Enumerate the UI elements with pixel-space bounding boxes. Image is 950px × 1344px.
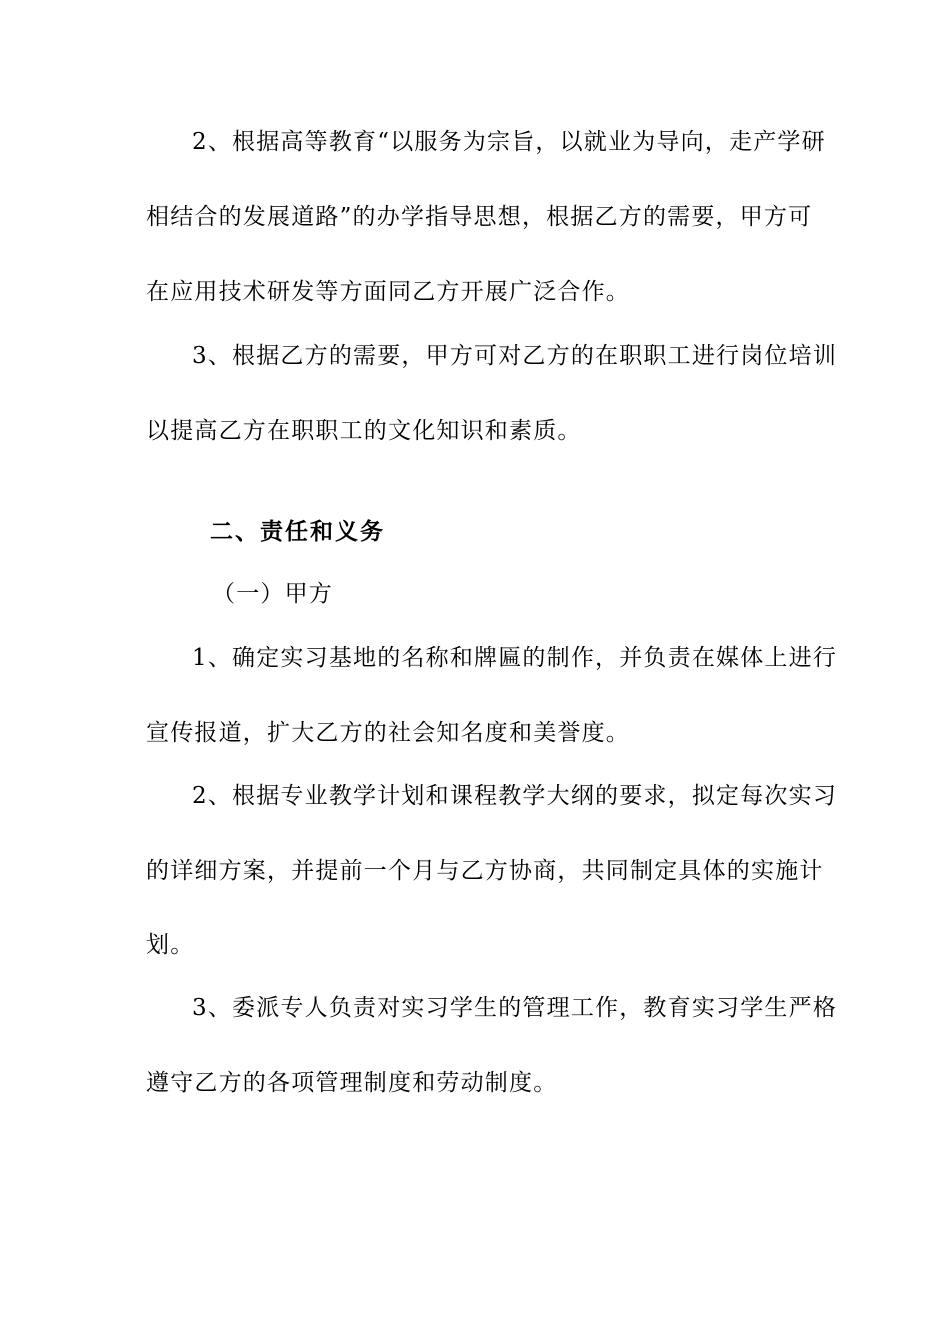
section-heading: 二、责任和义务 bbox=[210, 519, 385, 545]
duty-1-line-2: 宣传报道，扩大乙方的社会知名度和美誉度。 bbox=[146, 720, 630, 746]
duty-2-line-2: 的详细方案，并提前一个月与乙方协商，共同制定具体的实施计 bbox=[146, 858, 824, 884]
subsection-heading: （一）甲方 bbox=[212, 581, 333, 607]
paragraph-3-line-2: 以提高乙方在职职工的文化知识和素质。 bbox=[146, 418, 582, 444]
duty-3-line-2: 遵守乙方的各项管理制度和劳动制度。 bbox=[146, 1070, 558, 1096]
duty-3-line-1: 3、委派专人负责对实习学生的管理工作，教育实习学生严格 bbox=[192, 995, 838, 1021]
duty-1-line-1: 1、确定实习基地的名称和牌匾的制作，并负责在媒体上进行 bbox=[192, 645, 838, 671]
duty-2-line-3: 划。 bbox=[146, 932, 195, 958]
paragraph-3-line-1: 3、根据乙方的需要，甲方可对乙方的在职职工进行岗位培训 bbox=[192, 343, 838, 369]
paragraph-2-line-2: 相结合的发展道路”的办学指导思想，根据乙方的需要，甲方可 bbox=[146, 204, 813, 230]
duty-2-line-1: 2、根据专业教学计划和课程教学大纲的要求，拟定每次实习 bbox=[192, 783, 838, 809]
paragraph-2-line-1: 2、根据高等教育“以服务为宗旨，以就业为导向，走产学研 bbox=[192, 129, 826, 155]
paragraph-2-line-3: 在应用技术研发等方面同乙方开展广泛合作。 bbox=[146, 279, 630, 305]
